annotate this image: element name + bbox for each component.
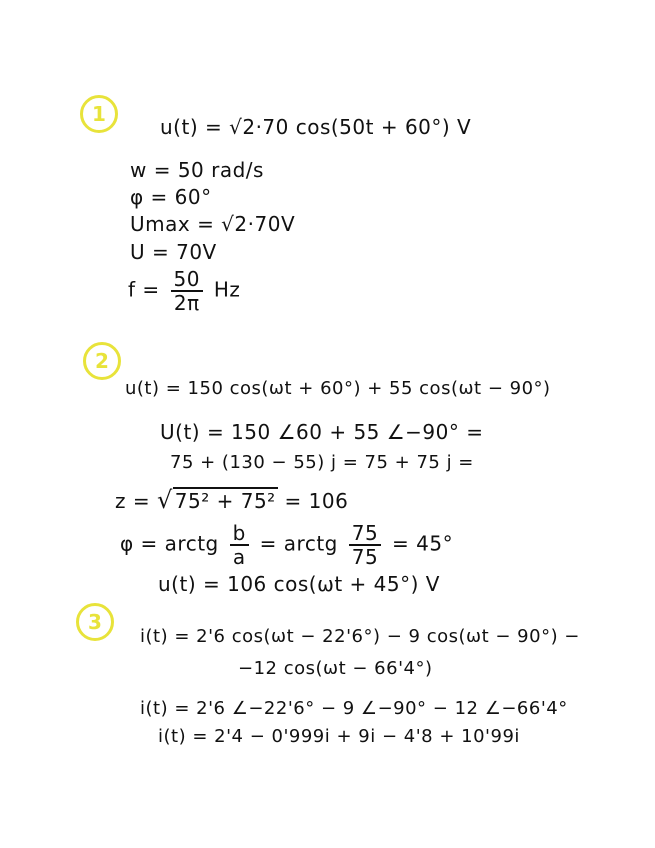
- s2-frac-n: 75: [349, 522, 381, 546]
- s2-line-2: U(t) = 150 ∠60 + 55 ∠−90° =: [160, 420, 484, 444]
- s1-line-4: Umax = √2·70V: [130, 212, 296, 236]
- section-2-badge: 2: [83, 342, 121, 380]
- s2-line-5: [120, 522, 453, 568]
- s2-line-6: u(t) = 106 cos(ωt + 45°) V: [158, 572, 440, 596]
- s3-line-3: i(t) = 2'6 ∠−22'6° − 9 ∠−90° − 12 ∠−66'4°: [140, 698, 568, 719]
- s2-frac-75: [349, 522, 381, 568]
- s3-line-1: i(t) = 2'6 cos(ωt − 22'6°) − 9 cos(ωt − 90°) −: [140, 626, 580, 647]
- s1-line-2: w = 50 rad/s: [130, 158, 264, 182]
- s2-frac-ba: [230, 522, 249, 568]
- s2-z-lhs: z =: [115, 489, 151, 513]
- s1-frac-lhs: f =: [128, 277, 160, 302]
- s2-phi-rhs: = 45°: [392, 531, 454, 556]
- s2-z-rhs: = 106: [284, 489, 349, 513]
- s1-line-6: [128, 268, 240, 314]
- s1-line-1: u(t) = √2·70 cos(50t + 60°) V: [160, 115, 472, 139]
- s2-frac-d: 75: [351, 545, 379, 569]
- s2-line-1: u(t) = 150 cos(ωt + 60°) + 55 cos(ωt − 90°): [125, 378, 551, 399]
- s2-line-4: [115, 486, 348, 514]
- s2-frac-a: a: [232, 545, 246, 569]
- section-1-badge: 1: [80, 95, 118, 133]
- s1-frac-den: 2π: [173, 291, 200, 315]
- s3-line-4: i(t) = 2'4 − 0'999i + 9i − 4'8 + 10'99i: [158, 726, 520, 747]
- s1-line-3: φ = 60°: [130, 185, 212, 209]
- s2-z-radicand: 75² + 75²: [174, 489, 276, 513]
- s2-line-3: 75 + (130 − 55) j = 75 + 75 j =: [170, 452, 474, 473]
- s2-phi-mid: = arctg: [259, 531, 338, 556]
- section-3-badge: 3: [76, 603, 114, 641]
- s2-frac-b: b: [230, 522, 249, 546]
- s1-frac-rhs: Hz: [213, 277, 241, 302]
- s1-line-5: U = 70V: [130, 240, 217, 264]
- s1-frac-num: 50: [171, 268, 203, 292]
- s3-line-2: −12 cos(ωt − 66'4°): [238, 658, 433, 679]
- s1-fraction: [171, 268, 203, 314]
- s2-phi-lhs: φ = arctg: [120, 531, 219, 556]
- radical-sign: √: [156, 486, 173, 514]
